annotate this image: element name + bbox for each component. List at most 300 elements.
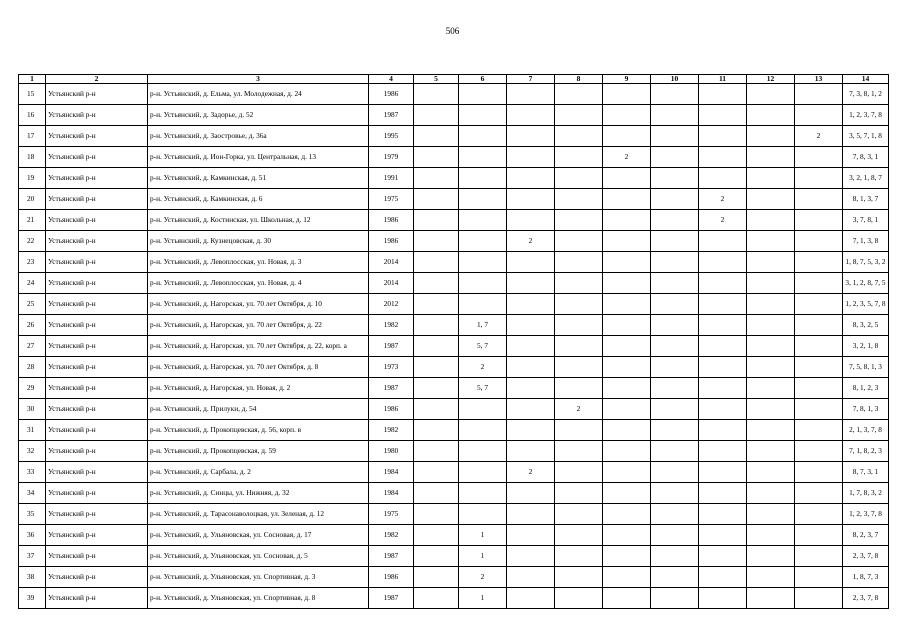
table-cell: Устьянский р-н [46,336,148,357]
column-header: 7 [507,75,555,84]
table-row [19,189,889,210]
table-cell [699,378,747,399]
table-cell: 1991 [369,168,414,189]
table-cell [699,462,747,483]
table-cell [459,168,507,189]
table-cell: р-н. Устьянский, д. Тарасонаволоцкая, ул. Зеленая, д. 12 [148,504,369,525]
table-row [19,357,889,378]
table-cell [747,105,795,126]
table-cell: Устьянский р-н [46,168,148,189]
table-cell: 1, 7, 8, 3, 2 [843,483,889,504]
table-cell: 1986 [369,84,414,105]
table-cell [414,105,459,126]
table-cell: р-н. Устьянский, д. Ульяновская, ул. Сосновая, д. 17 [148,525,369,546]
table-cell [747,378,795,399]
table-cell: 3, 1, 2, 8, 7, 5 [843,273,889,294]
table-row [19,420,889,441]
table-cell [651,483,699,504]
table-cell [651,357,699,378]
table-cell [414,168,459,189]
table-cell: 1975 [369,504,414,525]
column-header: 3 [148,75,369,84]
table-cell: р-н. Устьянский, д. Нагорская, ул. Новая, д. 2 [148,378,369,399]
table-cell: 3, 7, 8, 1 [843,210,889,231]
table-cell: 1973 [369,357,414,378]
table-cell [414,588,459,609]
table-cell [555,273,603,294]
table-cell: 2 [459,567,507,588]
table-cell [555,84,603,105]
table-cell: 1986 [369,567,414,588]
table-cell [651,441,699,462]
table-cell: 2, 3, 7, 8 [843,588,889,609]
table-cell [414,231,459,252]
table-cell: 35 [19,504,46,525]
table-cell [747,168,795,189]
table-cell [651,336,699,357]
table-cell [414,252,459,273]
table-cell: 3, 2, 1, 8 [843,336,889,357]
table-cell: 2014 [369,273,414,294]
table-cell [507,378,555,399]
table-cell [603,126,651,147]
table-cell [651,399,699,420]
table-cell [651,420,699,441]
table-row [19,336,889,357]
table-cell: Устьянский р-н [46,462,148,483]
table-cell: 19 [19,168,46,189]
table-cell [603,294,651,315]
table-cell [414,441,459,462]
table-cell: 18 [19,147,46,168]
table-cell [747,483,795,504]
table-cell: 5, 7 [459,378,507,399]
table-cell [555,147,603,168]
table-cell [603,420,651,441]
table-cell: Устьянский р-н [46,294,148,315]
column-header: 1 [19,75,46,84]
table-cell [699,252,747,273]
table-cell [507,84,555,105]
table-cell [414,336,459,357]
table-cell: р-н. Устьянский, д. Сарбала, д. 2 [148,462,369,483]
table-cell [414,126,459,147]
table-cell: 1 [459,525,507,546]
table-row [19,462,889,483]
table-cell: 2 [795,126,843,147]
table-cell [507,105,555,126]
table-row [19,399,889,420]
table-cell: р-н. Устьянский, д. Задорье, д. 52 [148,105,369,126]
table-cell: 1, 8, 7, 5, 3, 2 [843,252,889,273]
table-row [19,294,889,315]
table-cell: р-н. Устьянский, д. Камкинская, д. 51 [148,168,369,189]
table-cell: Устьянский р-н [46,315,148,336]
table-cell: 8, 2, 3, 7 [843,525,889,546]
table-cell: 2 [507,231,555,252]
table-row [19,231,889,252]
table-cell [459,441,507,462]
table-cell: 7, 1, 3, 8 [843,231,889,252]
table-cell [507,210,555,231]
table-cell [747,273,795,294]
table-cell [795,210,843,231]
table-cell: Устьянский р-н [46,231,148,252]
table-cell: 1986 [369,399,414,420]
table-row [19,210,889,231]
table-cell [414,84,459,105]
table-cell [507,168,555,189]
table-row [19,105,889,126]
table-cell [699,420,747,441]
table-cell [414,462,459,483]
table-cell: 3, 2, 1, 8, 7 [843,168,889,189]
table-cell [699,399,747,420]
table-cell: р-н. Устьянский, д. Ельма, ул. Молодежная, д. 24 [148,84,369,105]
table-cell [603,273,651,294]
table-cell [507,252,555,273]
table-cell: 2 [699,189,747,210]
table-cell [699,336,747,357]
table-cell [414,399,459,420]
table-cell [747,294,795,315]
table-cell [459,252,507,273]
table-cell [555,546,603,567]
table-cell [651,546,699,567]
table-cell [603,231,651,252]
table-cell: 39 [19,588,46,609]
table-cell [747,588,795,609]
table-cell: 1 [459,588,507,609]
table-row [19,84,889,105]
table-cell: 21 [19,210,46,231]
table-cell [795,420,843,441]
table-row [19,315,889,336]
table-cell [651,84,699,105]
table-cell: р-н. Устьянский, д. Синцы, ул. Нижняя, д. 32 [148,483,369,504]
table-cell: р-н. Устьянский, д. Нагорская, ул. 70 лет Октября, д. 22, корп. а [148,336,369,357]
table-cell [795,546,843,567]
table-cell [651,525,699,546]
column-header: 4 [369,75,414,84]
table-cell [459,84,507,105]
table-cell: 1987 [369,336,414,357]
table-cell [459,399,507,420]
table-cell [459,483,507,504]
table-cell [747,336,795,357]
table-row [19,147,889,168]
table-cell: р-н. Устьянский, д. Левоплосская, ул. Новая, д. 4 [148,273,369,294]
table-cell: Устьянский р-н [46,252,148,273]
table-cell [603,441,651,462]
table-cell [651,252,699,273]
table-cell [555,483,603,504]
table-cell: 23 [19,252,46,273]
table-cell [603,252,651,273]
table-cell [414,147,459,168]
table-cell: р-н. Устьянский, д. Камкинская, д. 6 [148,189,369,210]
table-cell: Устьянский р-н [46,210,148,231]
table-cell: 1984 [369,462,414,483]
table-cell [414,210,459,231]
table-cell: 15 [19,84,46,105]
table-body [19,84,889,609]
table-cell: 2, 3, 7, 8 [843,546,889,567]
table-cell: 22 [19,231,46,252]
column-header: 5 [414,75,459,84]
table-cell: р-н. Устьянский, д. Заостровье, д. 36а [148,126,369,147]
table-cell [747,462,795,483]
table-cell [795,336,843,357]
table-cell [651,189,699,210]
table-cell: 1982 [369,315,414,336]
data-table [18,74,889,609]
table-cell [555,525,603,546]
table-cell: 38 [19,567,46,588]
table-cell: 1982 [369,420,414,441]
table-cell: р-н. Устьянский, д. Левоплосская, ул. Новая, д. 3 [148,252,369,273]
table-cell [651,567,699,588]
table-cell [699,357,747,378]
table-cell: 7, 3, 8, 1, 2 [843,84,889,105]
table-cell: Устьянский р-н [46,126,148,147]
table-cell [555,378,603,399]
table-cell [459,273,507,294]
table-cell: 1, 2, 3, 7, 8 [843,105,889,126]
table-cell [555,462,603,483]
table-cell [699,84,747,105]
table-cell: р-н. Устьянский, д. Кузнецовская, д. 30 [148,231,369,252]
table-cell [507,420,555,441]
table-cell [747,399,795,420]
table-cell [507,504,555,525]
table-cell: 8, 1, 3, 7 [843,189,889,210]
table-cell [651,504,699,525]
table-cell: 2 [507,462,555,483]
table-cell [795,84,843,105]
table-cell: 5, 7 [459,336,507,357]
table-cell: 25 [19,294,46,315]
table-cell [555,126,603,147]
table-cell [651,105,699,126]
table-cell: 1, 7 [459,315,507,336]
table-cell: 2, 1, 3, 7, 8 [843,420,889,441]
table-cell [414,525,459,546]
table-cell: 1987 [369,588,414,609]
table-cell: 8, 3, 2, 5 [843,315,889,336]
column-header: 6 [459,75,507,84]
table-cell [699,567,747,588]
table-cell: 29 [19,378,46,399]
table-cell [459,210,507,231]
table-cell [747,357,795,378]
table-cell: Устьянский р-н [46,189,148,210]
table-cell [747,315,795,336]
table-cell [795,462,843,483]
table-cell: 1982 [369,525,414,546]
table-cell [747,210,795,231]
table-row [19,588,889,609]
table-cell: р-н. Устьянский, д. Костинская, ул. Школьная, д. 12 [148,210,369,231]
table-cell [603,399,651,420]
table-cell [414,420,459,441]
table-cell: 32 [19,441,46,462]
table-cell [555,504,603,525]
table-cell [459,231,507,252]
table-cell [699,525,747,546]
table-cell [507,189,555,210]
table-cell: р-н. Устьянский, д. Нагорская, ул. 70 лет Октября, д. 10 [148,294,369,315]
table-cell: р-н. Устьянский, д. Ион-Горка, ул. Центральная, д. 13 [148,147,369,168]
table-cell [747,189,795,210]
table-cell [507,525,555,546]
table-cell: 1979 [369,147,414,168]
table-cell [603,84,651,105]
table-cell [555,252,603,273]
table-cell [555,420,603,441]
column-header: 8 [555,75,603,84]
table-cell [747,441,795,462]
table-cell: 7, 1, 8, 2, 3 [843,441,889,462]
table-cell: 37 [19,546,46,567]
table-cell [414,483,459,504]
table-cell [651,462,699,483]
column-header: 12 [747,75,795,84]
table-row [19,126,889,147]
table-cell [507,126,555,147]
table-cell: 7, 5, 8, 1, 3 [843,357,889,378]
table-cell [795,231,843,252]
table-cell [603,189,651,210]
table-row [19,546,889,567]
table-cell: 1986 [369,210,414,231]
table-cell [699,315,747,336]
table-cell [795,567,843,588]
table-cell [507,147,555,168]
table-row [19,252,889,273]
table-cell [603,357,651,378]
table-cell: 24 [19,273,46,294]
table-cell [414,294,459,315]
table-cell [507,588,555,609]
table-cell [795,588,843,609]
table-cell [414,567,459,588]
table-cell [507,315,555,336]
table-cell: 7, 8, 3, 1 [843,147,889,168]
table-cell: 30 [19,399,46,420]
table-cell: 8, 1, 2, 3 [843,378,889,399]
table-cell [603,336,651,357]
table-cell [699,231,747,252]
table-cell [414,273,459,294]
table-cell: р-н. Устьянский, д. Нагорская, ул. 70 лет Октября, д. 8 [148,357,369,378]
table-cell: р-н. Устьянский, д. Прокопцевская, д. 59 [148,441,369,462]
table-cell [651,210,699,231]
table-cell [414,504,459,525]
table-cell: Устьянский р-н [46,504,148,525]
table-cell: р-н. Устьянский, д. Прокопцевская, д. 56, корп. в [148,420,369,441]
table-cell [507,441,555,462]
table-cell [603,588,651,609]
table-cell [699,483,747,504]
table-cell [414,546,459,567]
table-cell [555,231,603,252]
table-cell [507,567,555,588]
table-cell [795,189,843,210]
table-cell [699,273,747,294]
table-cell: 1995 [369,126,414,147]
table-cell: 8, 7, 3, 1 [843,462,889,483]
table-cell [603,105,651,126]
table-cell [555,567,603,588]
table-cell: 27 [19,336,46,357]
column-header: 10 [651,75,699,84]
table-cell [651,315,699,336]
table-cell: Устьянский р-н [46,357,148,378]
table-cell [795,525,843,546]
column-header: 9 [603,75,651,84]
table-cell [795,357,843,378]
table-cell: 28 [19,357,46,378]
table-cell [459,504,507,525]
table-cell: Устьянский р-н [46,483,148,504]
table-cell [795,168,843,189]
table-cell: Устьянский р-н [46,378,148,399]
table-cell [459,189,507,210]
table-cell [414,315,459,336]
table-cell [555,189,603,210]
table-cell [651,588,699,609]
table-cell [414,189,459,210]
table-row [19,483,889,504]
table-cell [603,567,651,588]
table-cell [555,357,603,378]
table-cell [603,462,651,483]
table-row [19,168,889,189]
table-row [19,441,889,462]
table-row [19,525,889,546]
table-cell [603,168,651,189]
table-cell [651,168,699,189]
table-cell: Устьянский р-н [46,273,148,294]
table-cell: Устьянский р-н [46,441,148,462]
table-cell: 33 [19,462,46,483]
column-header: 13 [795,75,843,84]
table-cell [507,399,555,420]
table-cell [507,336,555,357]
table-cell: 1 [459,546,507,567]
table-cell [651,147,699,168]
table-cell: Устьянский р-н [46,105,148,126]
table-cell [699,126,747,147]
table-cell [747,546,795,567]
table-cell [414,357,459,378]
table-cell: Устьянский р-н [46,525,148,546]
table-cell [747,84,795,105]
table-cell: р-н. Устьянский, д. Прилуки, д. 54 [148,399,369,420]
table-cell [795,105,843,126]
table-cell [651,126,699,147]
table-cell [603,546,651,567]
table-cell [699,588,747,609]
table-cell [747,525,795,546]
table-cell [459,126,507,147]
table-cell [603,378,651,399]
table-row [19,378,889,399]
table-cell [459,294,507,315]
table-cell [747,126,795,147]
table-cell: 17 [19,126,46,147]
